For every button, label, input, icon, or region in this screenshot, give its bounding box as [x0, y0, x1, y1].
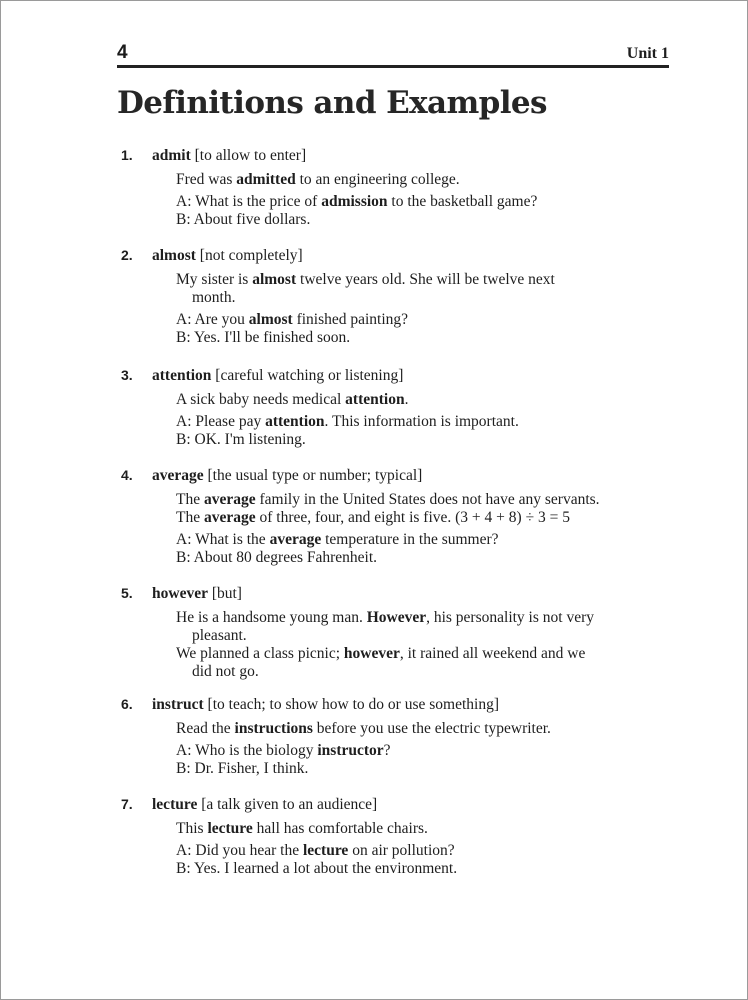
- entry-word: almost: [152, 247, 196, 264]
- entry-definition: [the usual type or number; typical]: [207, 467, 423, 484]
- entry-word: attention: [152, 367, 212, 384]
- entry-heading: [121, 246, 681, 265]
- dialogue-b: B: Dr. Fisher, I think.: [176, 760, 309, 777]
- dialogue-a: A: What is the price of admission to the basketball game?: [176, 193, 538, 210]
- entry-number: 4.: [121, 467, 133, 483]
- example-sentence-continued: did not go.: [192, 663, 259, 680]
- entry-definition: [not completely]: [199, 247, 303, 264]
- entry-definition: [careful watching or listening]: [215, 367, 404, 384]
- entry-examples: [176, 820, 681, 878]
- vocab-entry-admit: [121, 146, 681, 229]
- example-sentence-continued: pleasant.: [192, 627, 247, 644]
- entry-word: instruct: [152, 696, 204, 713]
- dialogue-a: A: Who is the biology instructor?: [176, 742, 391, 759]
- dialogue-b: B: Yes. I learned a lot about the environment.: [176, 860, 458, 877]
- page-title: Definitions and Examples: [117, 85, 547, 121]
- example-sentence: A sick baby needs medical attention.: [176, 391, 409, 408]
- example-sentence: This lecture hall has comfortable chairs.: [176, 820, 428, 837]
- entry-heading: [121, 695, 681, 714]
- entry-number: 5.: [121, 585, 133, 601]
- entry-examples: [176, 391, 681, 449]
- dialogue-b: B: Yes. I'll be finished soon.: [176, 329, 351, 346]
- example-sentence-continued: month.: [192, 289, 236, 306]
- vocab-entry-lecture: [121, 795, 681, 878]
- entry-definition: [but]: [211, 585, 242, 602]
- example-sentence: The average of three, four, and eight is five. (3 + 4 + 8) ÷ 3 = 5: [176, 509, 570, 526]
- entry-word: lecture: [152, 796, 198, 813]
- dialogue-a: A: Please pay attention. This information is important.: [176, 413, 519, 430]
- entry-heading: [121, 366, 681, 385]
- dialogue-a: A: Did you hear the lecture on air pollution?: [176, 842, 455, 859]
- entry-number: 6.: [121, 696, 133, 712]
- dialogue-b: B: About five dollars.: [176, 211, 311, 228]
- entry-word: admit: [152, 147, 191, 164]
- vocab-entry-average: [121, 466, 681, 567]
- entry-definition: [to allow to enter]: [194, 147, 307, 164]
- entry-examples: [176, 491, 681, 567]
- example-sentence: The average family in the United States does not have any servants.: [176, 491, 600, 508]
- entry-examples: [176, 271, 681, 347]
- vocab-entry-instruct: [121, 695, 681, 778]
- entry-number: 1.: [121, 147, 133, 163]
- entry-heading: [121, 466, 681, 485]
- entry-number: 2.: [121, 247, 133, 263]
- example-sentence: Read the instructions before you use the electric typewriter.: [176, 720, 551, 737]
- example-sentence: We planned a class picnic; however, it rained all weekend and we: [176, 645, 586, 662]
- example-sentence: Fred was admitted to an engineering college.: [176, 171, 460, 188]
- vocab-entry-almost: [121, 246, 681, 347]
- vocab-entry-attention: [121, 366, 681, 449]
- entry-heading: [121, 146, 681, 165]
- dialogue-b: B: OK. I'm listening.: [176, 431, 306, 448]
- entry-word: average: [152, 467, 204, 484]
- dialogue-a: A: Are you almost finished painting?: [176, 311, 409, 328]
- vocab-entry-however: [121, 584, 681, 681]
- entry-examples: [176, 171, 681, 229]
- dialogue-b: B: About 80 degrees Fahrenheit.: [176, 549, 378, 566]
- unit-label: Unit 1: [626, 45, 669, 62]
- dialogue-a: A: What is the average temperature in the summer?: [176, 531, 499, 548]
- entry-examples: [176, 720, 681, 778]
- example-sentence: He is a handsome young man. However, his personality is not very: [176, 609, 594, 626]
- entry-definition: [to teach; to show how to do or use something]: [207, 696, 499, 713]
- entry-number: 7.: [121, 796, 133, 812]
- entry-heading: [121, 584, 681, 603]
- page-header: [117, 43, 669, 68]
- example-sentence: My sister is almost twelve years old. She will be twelve next: [176, 271, 555, 288]
- entry-number: 3.: [121, 367, 133, 383]
- entry-word: however: [152, 585, 208, 602]
- entry-definition: [a talk given to an audience]: [201, 796, 378, 813]
- entry-examples: [176, 609, 681, 681]
- page-number: 4: [117, 42, 128, 63]
- entry-heading: [121, 795, 681, 814]
